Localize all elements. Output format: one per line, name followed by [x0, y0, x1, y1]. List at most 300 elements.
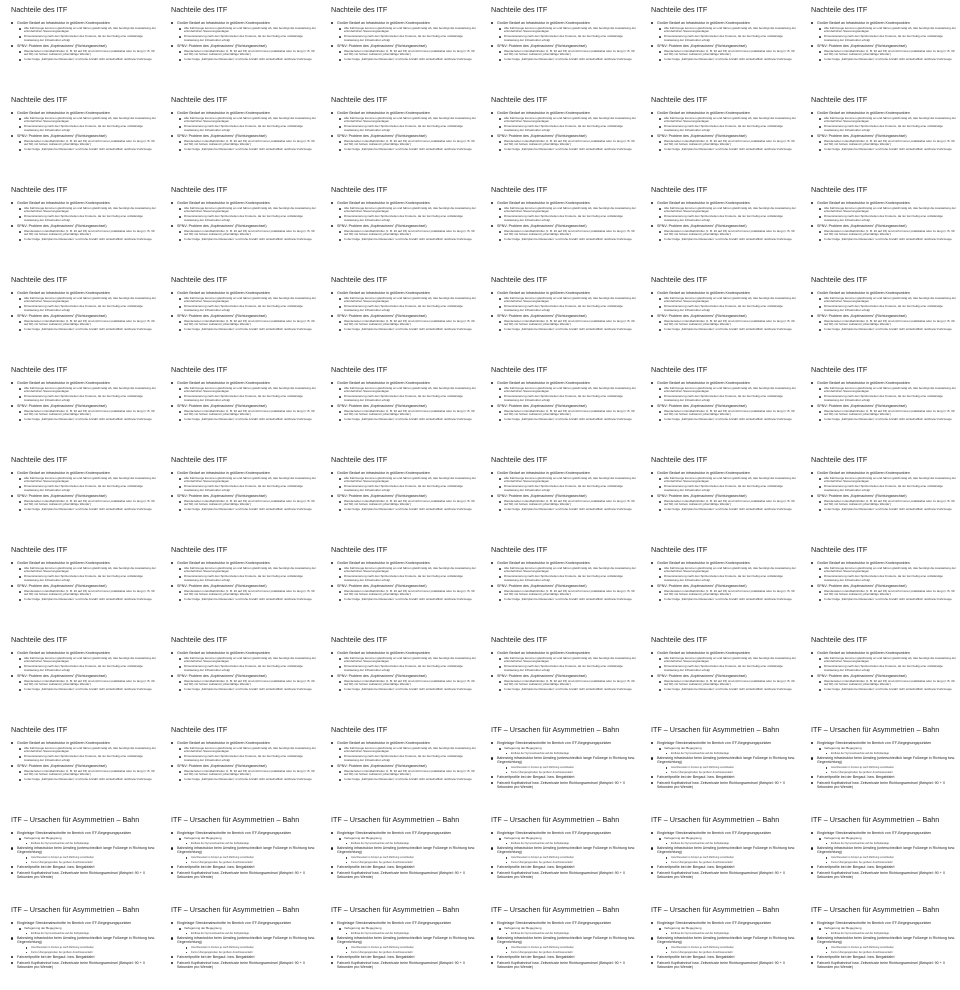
bullet-level-2: Wendezeiten in Endbahnhöfen (z. B. 30 auf 15) sind nicht immer praktikabel oder zu lang (z. B. 30 auf 60) mit hohem Aufwand („überzählige Wende“): [811, 410, 956, 417]
slide-thumbnail-nachteile[interactable]: [480, 270, 640, 360]
bullet-level-1: SPNV: Problem des „Kopfmachens“ (Richtungswechsel): [651, 584, 796, 588]
bullet-level-2: Alle Fahrzeuge kommen gleichzeitig an und fahren gleichzeitig ab, das benötigt die Ausstattung der erforderlichen Steuerungsanlagen: [331, 567, 476, 574]
slide-thumbnail-nachteile[interactable]: [800, 630, 960, 720]
bullet-level-2: Dimensionierung nach den Spitzenzeiten des Knotens, da nur kurzzeitig eine vollständige Auslastung der Infrastruktur erfolgt: [171, 125, 316, 132]
bullet-level-1: SPNV: Problem des „Kopfmachens“ (Richtungswechsel): [331, 674, 476, 678]
bullet-level-3: Anschlusszeit im Knoten je nach Richtung verschieden: [651, 766, 796, 769]
slide-title: Nachteile des ITF: [11, 5, 68, 14]
slide-body: [491, 201, 636, 243]
bullet-level-2: Alle Fahrzeuge kommen gleichzeitig an und fahren gleichzeitig ab, das benötigt die Ausstattung der erforderlichen Steuerungsanlagen: [651, 567, 796, 574]
bullet-level-2: Wendezeiten in Endbahnhöfen (z. B. 30 auf 15) sind nicht immer praktikabel oder zu lang (z. B. 30 auf 60) mit hohem Aufwand („überzählige Wende“): [811, 140, 956, 147]
bullet-level-2: Dimensionierung nach den Spitzenzeiten des Knotens, da nur kurzzeitig eine vollständige Auslastung der Infrastruktur erfolgt: [331, 35, 476, 42]
bullet-level-2: Dimensionierung nach den Spitzenzeiten des Knotens, da nur kurzzeitig eine vollständige Auslastung der Infrastruktur erfolgt: [11, 485, 156, 492]
bullet-level-2: Alle Fahrzeuge kommen gleichzeitig an und fahren gleichzeitig ab, das benötigt die Ausstattung der erforderlichen Steuerungsanlagen: [171, 567, 316, 574]
bullet-level-3: Kurze Übergangszeiten bei großem Anschlussverkehr: [811, 861, 956, 864]
bullet-level-1: Großer Bedarf an Infrastruktur in größeren Knotenpunkten: [491, 111, 636, 115]
slide-title: Nachteile des ITF: [331, 185, 388, 194]
bullet-level-3: Anschlusszeit im Knoten je nach Richtung verschieden: [811, 856, 956, 859]
bullet-level-2: Dimensionierung nach den Spitzenzeiten des Knotens, da nur kurzzeitig eine vollständige Auslastung der Infrastruktur erfolgt: [171, 215, 316, 222]
bullet-level-2: Alle Fahrzeuge kommen gleichzeitig an und fahren gleichzeitig ab, das benötigt die Ausstattung der erforderlichen Steuerungsanlagen: [491, 207, 636, 214]
slide-thumbnail-nachteile[interactable]: [640, 630, 800, 720]
slide-title: Nachteile des ITF: [171, 275, 228, 284]
slide-thumbnail-nachteile[interactable]: [800, 360, 960, 450]
slide-body: [651, 201, 796, 243]
bullet-level-3: Einfluss der Symmetrieachse auf die Fahrplanlage: [171, 842, 316, 845]
bullet-level-1: SPNV: Problem des „Kopfmachens“ (Richtungswechsel): [651, 314, 796, 318]
bullet-level-2: Dimensionierung nach den Spitzenzeiten des Knotens, da nur kurzzeitig eine vollständige Auslastung der Infrastruktur erfolgt: [651, 215, 796, 222]
slide-thumbnail-nachteile[interactable]: [800, 90, 960, 180]
slide-thumbnail-nachteile[interactable]: [480, 450, 640, 540]
slide-body: [491, 381, 636, 423]
slide-thumbnail-nachteile[interactable]: [800, 450, 960, 540]
bullet-level-2: Verlagerung der Begegnung: [491, 837, 636, 841]
bullet-level-1: Fahrzeit Kopfbahnhof bzw. Zeitverluste beim Richtungswechsel (Beispiel: 90 + X Sekunden pro Wende): [651, 871, 796, 879]
bullet-level-2: Dimensionierung nach den Spitzenzeiten des Knotens, da nur kurzzeitig eine vollständige Auslastung der Infrastruktur erfolgt: [11, 215, 156, 222]
bullet-level-1: SPNV: Problem des „Kopfmachens“ (Richtungswechsel): [811, 134, 956, 138]
bullet-level-2: Alle Fahrzeuge kommen gleichzeitig an und fahren gleichzeitig ab, das benötigt die Ausstattung der erforderlichen Steuerungsanlagen: [811, 477, 956, 484]
bullet-level-2: Alle Fahrzeuge kommen gleichzeitig an und fahren gleichzeitig ab, das benötigt die Ausstattung der erforderlichen Steuerungsanlagen: [651, 657, 796, 664]
slide-title: Nachteile des ITF: [811, 365, 868, 374]
bullet-level-1: Großer Bedarf an Infrastruktur in größeren Knotenpunkten: [651, 381, 796, 385]
bullet-level-2: Dimensionierung nach den Spitzenzeiten des Knotens, da nur kurzzeitig eine vollständige Auslastung der Infrastruktur erfolgt: [491, 125, 636, 132]
bullet-level-1: Großer Bedarf an Infrastruktur in größeren Knotenpunkten: [651, 471, 796, 475]
bullet-level-1: SPNV: Problem des „Kopfmachens“ (Richtungswechsel): [11, 134, 156, 138]
bullet-level-1: Bahnsteig infrastruktur beim Umstieg (unterschiedlich lange Fußwege in Richtung bzw. Gegenrichtung): [811, 756, 956, 764]
bullet-level-2: In der Folge „Fahrplan bei Reisenden“ und hohe Anzahl nicht wirtschaftlich nutzbarer Fahrzeuge: [491, 508, 636, 512]
bullet-level-2: Wendezeiten in Endbahnhöfen (z. B. 30 auf 15) sind nicht immer praktikabel oder zu lang (z. B. 30 auf 60) mit hohem Aufwand („überzählige Wende“): [811, 230, 956, 237]
bullet-level-2: Dimensionierung nach den Spitzenzeiten des Knotens, da nur kurzzeitig eine vollständige Auslastung der Infrastruktur erfolgt: [491, 395, 636, 402]
bullet-level-1: Großer Bedarf an Infrastruktur in größeren Knotenpunkten: [11, 741, 156, 745]
slide-thumbnail-nachteile[interactable]: [320, 180, 480, 270]
bullet-level-1: Fahrzeitprofile bei der Bergauf- bzw. Bergabfahrt: [491, 955, 636, 959]
bullet-level-1: Großer Bedarf an Infrastruktur in größeren Knotenpunkten: [491, 561, 636, 565]
bullet-level-2: Alle Fahrzeuge kommen gleichzeitig an und fahren gleichzeitig ab, das benötigt die Ausstattung der erforderlichen Steuerungsanlagen: [811, 117, 956, 124]
bullet-level-1: Großer Bedarf an Infrastruktur in größeren Knotenpunkten: [331, 21, 476, 25]
slide-thumbnail-nachteile[interactable]: [320, 450, 480, 540]
slide-thumbnail-ursachen[interactable]: [480, 900, 640, 990]
bullet-level-2: In der Folge „Fahrplan bei Reisenden“ und hohe Anzahl nicht wirtschaftlich nutzbarer Fahrzeuge: [811, 508, 956, 512]
bullet-level-2: Alle Fahrzeuge kommen gleichzeitig an und fahren gleichzeitig ab, das benötigt die Ausstattung der erforderlichen Steuerungsanlagen: [811, 297, 956, 304]
slide-thumbnail-nachteile[interactable]: [160, 270, 320, 360]
bullet-level-1: SPNV: Problem des „Kopfmachens“ (Richtungswechsel): [491, 494, 636, 498]
slide-thumbnail-ursachen[interactable]: [480, 810, 640, 900]
slide-body: [171, 21, 316, 63]
bullet-level-1: Bahnsteig infrastruktur beim Umstieg (unterschiedlich lange Fußwege in Richtung bzw. Gegenrichtung): [651, 756, 796, 764]
slide-thumbnail-nachteile[interactable]: [480, 540, 640, 630]
bullet-level-2: Dimensionierung nach den Spitzenzeiten des Knotens, da nur kurzzeitig eine vollständige Auslastung der Infrastruktur erfolgt: [331, 755, 476, 762]
slide-thumbnail-nachteile[interactable]: [800, 270, 960, 360]
bullet-level-1: Großer Bedarf an Infrastruktur in größeren Knotenpunkten: [171, 291, 316, 295]
bullet-level-2: Alle Fahrzeuge kommen gleichzeitig an und fahren gleichzeitig ab, das benötigt die Ausstattung der erforderlichen Steuerungsanlagen: [11, 657, 156, 664]
slide-body: [171, 651, 316, 693]
bullet-level-2: Alle Fahrzeuge kommen gleichzeitig an und fahren gleichzeitig ab, das benötigt die Ausstattung der erforderlichen Steuerungsanlagen: [171, 27, 316, 34]
bullet-level-3: Einfluss der Symmetrieachse auf die Fahrplanlage: [651, 932, 796, 935]
slide-thumbnail-nachteile[interactable]: [320, 0, 480, 90]
bullet-level-1: SPNV: Problem des „Kopfmachens“ (Richtungswechsel): [11, 584, 156, 588]
bullet-level-2: Wendezeiten in Endbahnhöfen (z. B. 30 auf 15) sind nicht immer praktikabel oder zu lang (z. B. 30 auf 60) mit hohem Aufwand („überzählige Wende“): [171, 770, 316, 777]
bullet-level-3: Kurze Übergangszeiten bei großem Anschlussverkehr: [11, 951, 156, 954]
slide-thumbnail-nachteile[interactable]: [0, 270, 160, 360]
slide-thumbnail-nachteile[interactable]: [800, 180, 960, 270]
bullet-level-1: SPNV: Problem des „Kopfmachens“ (Richtungswechsel): [171, 134, 316, 138]
bullet-level-3: Anschlusszeit im Knoten je nach Richtung verschieden: [811, 766, 956, 769]
bullet-level-2: Wendezeiten in Endbahnhöfen (z. B. 30 auf 15) sind nicht immer praktikabel oder zu lang (z. B. 30 auf 60) mit hohem Aufwand („überzählige Wende“): [331, 680, 476, 687]
slide-body: [811, 111, 956, 153]
bullet-level-2: In der Folge „Fahrplan bei Reisenden“ und hohe Anzahl nicht wirtschaftlich nutzbarer Fahrzeuge: [491, 598, 636, 602]
bullet-level-2: Dimensionierung nach den Spitzenzeiten des Knotens, da nur kurzzeitig eine vollständige Auslastung der Infrastruktur erfolgt: [651, 395, 796, 402]
bullet-level-1: Eingleisige Streckenabschnitte im Bereich von ITF-Begegnungspunkten: [811, 741, 956, 745]
bullet-level-3: Einfluss der Symmetrieachse auf die Fahrplanlage: [491, 842, 636, 845]
slide-title: ITF – Ursachen für Asymmetrien – Bahn: [491, 905, 620, 914]
bullet-level-2: Alle Fahrzeuge kommen gleichzeitig an und fahren gleichzeitig ab, das benötigt die Ausstattung der erforderlichen Steuerungsanlagen: [11, 477, 156, 484]
bullet-level-1: Großer Bedarf an Infrastruktur in größeren Knotenpunkten: [651, 111, 796, 115]
slide-thumbnail-nachteile[interactable]: [0, 0, 160, 90]
bullet-level-1: Fahrzeit Kopfbahnhof bzw. Zeitverluste beim Richtungswechsel (Beispiel: 90 + X Sekunden pro Wende): [811, 781, 956, 789]
bullet-level-2: Alle Fahrzeuge kommen gleichzeitig an und fahren gleichzeitig ab, das benötigt die Ausstattung der erforderlichen Steuerungsanlagen: [331, 117, 476, 124]
bullet-level-2: In der Folge „Fahrplan bei Reisenden“ und hohe Anzahl nicht wirtschaftlich nutzbarer Fahrzeuge: [171, 238, 316, 242]
slide-body: [11, 471, 156, 513]
bullet-level-2: Dimensionierung nach den Spitzenzeiten des Knotens, da nur kurzzeitig eine vollständige Auslastung der Infrastruktur erfolgt: [331, 395, 476, 402]
bullet-level-1: Großer Bedarf an Infrastruktur in größeren Knotenpunkten: [811, 291, 956, 295]
slide-body: [651, 471, 796, 513]
bullet-level-1: Fahrzeit Kopfbahnhof bzw. Zeitverluste beim Richtungswechsel (Beispiel: 90 + X Sekunden pro Wende): [171, 961, 316, 969]
bullet-level-1: Großer Bedarf an Infrastruktur in größeren Knotenpunkten: [171, 201, 316, 205]
bullet-level-3: Kurze Übergangszeiten bei großem Anschlussverkehr: [491, 771, 636, 774]
bullet-level-1: SPNV: Problem des „Kopfmachens“ (Richtungswechsel): [331, 404, 476, 408]
slide-thumbnail-nachteile[interactable]: [160, 180, 320, 270]
bullet-level-2: Wendezeiten in Endbahnhöfen (z. B. 30 auf 15) sind nicht immer praktikabel oder zu lang (z. B. 30 auf 60) mit hohem Aufwand („überzählige Wende“): [651, 50, 796, 57]
bullet-level-1: Fahrzeitprofile bei der Bergauf- bzw. Bergabfahrt: [651, 955, 796, 959]
bullet-level-1: SPNV: Problem des „Kopfmachens“ (Richtungswechsel): [331, 584, 476, 588]
slide-title: Nachteile des ITF: [171, 545, 228, 554]
bullet-level-2: Dimensionierung nach den Spitzenzeiten des Knotens, da nur kurzzeitig eine vollständige Auslastung der Infrastruktur erfolgt: [331, 215, 476, 222]
slide-thumbnail-ursachen[interactable]: [320, 810, 480, 900]
slide-title: ITF – Ursachen für Asymmetrien – Bahn: [811, 725, 940, 734]
bullet-level-2: In der Folge „Fahrplan bei Reisenden“ und hohe Anzahl nicht wirtschaftlich nutzbarer Fahrzeuge: [331, 778, 476, 782]
slide-thumbnail-nachteile[interactable]: [320, 720, 480, 810]
bullet-level-1: Großer Bedarf an Infrastruktur in größeren Knotenpunkten: [331, 201, 476, 205]
bullet-level-2: In der Folge „Fahrplan bei Reisenden“ und hohe Anzahl nicht wirtschaftlich nutzbarer Fahrzeuge: [811, 148, 956, 152]
slide-body: [651, 561, 796, 603]
bullet-level-1: Großer Bedarf an Infrastruktur in größeren Knotenpunkten: [171, 111, 316, 115]
bullet-level-2: Dimensionierung nach den Spitzenzeiten des Knotens, da nur kurzzeitig eine vollständige Auslastung der Infrastruktur erfolgt: [11, 35, 156, 42]
bullet-level-2: Alle Fahrzeuge kommen gleichzeitig an und fahren gleichzeitig ab, das benötigt die Ausstattung der erforderlichen Steuerungsanlagen: [651, 387, 796, 394]
slide-title: ITF – Ursachen für Asymmetrien – Bahn: [491, 815, 620, 824]
bullet-level-2: Dimensionierung nach den Spitzenzeiten des Knotens, da nur kurzzeitig eine vollständige Auslastung der Infrastruktur erfolgt: [171, 395, 316, 402]
slide-thumbnail-nachteile[interactable]: [0, 360, 160, 450]
bullet-level-2: Verlagerung der Begegnung: [171, 837, 316, 841]
slide-thumbnail-nachteile[interactable]: [640, 90, 800, 180]
bullet-level-2: Dimensionierung nach den Spitzenzeiten des Knotens, da nur kurzzeitig eine vollständige Auslastung der Infrastruktur erfolgt: [171, 665, 316, 672]
bullet-level-3: Anschlusszeit im Knoten je nach Richtung verschieden: [491, 856, 636, 859]
slide-thumbnail-ursachen[interactable]: [0, 900, 160, 990]
slide-thumbnail-nachteile[interactable]: [0, 450, 160, 540]
slide-thumbnail-ursachen[interactable]: [640, 810, 800, 900]
bullet-level-3: Kurze Übergangszeiten bei großem Anschlussverkehr: [651, 771, 796, 774]
slide-thumbnail-nachteile[interactable]: [0, 720, 160, 810]
bullet-level-2: Dimensionierung nach den Spitzenzeiten des Knotens, da nur kurzzeitig eine vollständige Auslastung der Infrastruktur erfolgt: [331, 485, 476, 492]
bullet-level-1: SPNV: Problem des „Kopfmachens“ (Richtungswechsel): [811, 584, 956, 588]
bullet-level-2: In der Folge „Fahrplan bei Reisenden“ und hohe Anzahl nicht wirtschaftlich nutzbarer Fahrzeuge: [11, 598, 156, 602]
bullet-level-1: Fahrzeit Kopfbahnhof bzw. Zeitverluste beim Richtungswechsel (Beispiel: 90 + X Sekunden pro Wende): [491, 781, 636, 789]
slide-thumbnail-nachteile[interactable]: [800, 0, 960, 90]
slide-title: Nachteile des ITF: [651, 545, 708, 554]
bullet-level-2: Alle Fahrzeuge kommen gleichzeitig an und fahren gleichzeitig ab, das benötigt die Ausstattung der erforderlichen Steuerungsanlagen: [331, 207, 476, 214]
bullet-level-3: Einfluss der Symmetrieachse auf die Fahrplanlage: [651, 842, 796, 845]
bullet-level-2: Alle Fahrzeuge kommen gleichzeitig an und fahren gleichzeitig ab, das benötigt die Ausstattung der erforderlichen Steuerungsanlagen: [811, 657, 956, 664]
bullet-level-1: SPNV: Problem des „Kopfmachens“ (Richtungswechsel): [811, 314, 956, 318]
bullet-level-3: Anschlusszeit im Knoten je nach Richtung verschieden: [331, 856, 476, 859]
slide-body: [171, 291, 316, 333]
bullet-level-1: Fahrzeitprofile bei der Bergauf- bzw. Bergabfahrt: [171, 955, 316, 959]
slide-body: [491, 561, 636, 603]
slide-thumbnail-ursachen[interactable]: [640, 720, 800, 810]
slide-title: Nachteile des ITF: [331, 95, 388, 104]
bullet-level-2: Dimensionierung nach den Spitzenzeiten des Knotens, da nur kurzzeitig eine vollständige Auslastung der Infrastruktur erfolgt: [811, 395, 956, 402]
slide-thumbnail-nachteile[interactable]: [640, 450, 800, 540]
bullet-level-2: Wendezeiten in Endbahnhöfen (z. B. 30 auf 15) sind nicht immer praktikabel oder zu lang (z. B. 30 auf 60) mit hohem Aufwand („überzählige Wende“): [11, 230, 156, 237]
bullet-level-1: SPNV: Problem des „Kopfmachens“ (Richtungswechsel): [651, 44, 796, 48]
bullet-level-1: SPNV: Problem des „Kopfmachens“ (Richtungswechsel): [491, 674, 636, 678]
slide-thumbnail-ursachen[interactable]: [800, 900, 960, 990]
slide-body: [331, 471, 476, 513]
bullet-level-2: In der Folge „Fahrplan bei Reisenden“ und hohe Anzahl nicht wirtschaftlich nutzbarer Fahrzeuge: [811, 328, 956, 332]
bullet-level-1: Großer Bedarf an Infrastruktur in größeren Knotenpunkten: [11, 471, 156, 475]
bullet-level-1: Eingleisige Streckenabschnitte im Bereich von ITF-Begegnungspunkten: [491, 831, 636, 835]
slide-title: Nachteile des ITF: [331, 545, 388, 554]
bullet-level-2: In der Folge „Fahrplan bei Reisenden“ und hohe Anzahl nicht wirtschaftlich nutzbarer Fahrzeuge: [491, 58, 636, 62]
bullet-level-2: Wendezeiten in Endbahnhöfen (z. B. 30 auf 15) sind nicht immer praktikabel oder zu lang (z. B. 30 auf 60) mit hohem Aufwand („überzählige Wende“): [811, 50, 956, 57]
bullet-level-2: In der Folge „Fahrplan bei Reisenden“ und hohe Anzahl nicht wirtschaftlich nutzbarer Fahrzeuge: [11, 688, 156, 692]
slide-body: [331, 831, 476, 881]
bullet-level-1: Großer Bedarf an Infrastruktur in größeren Knotenpunkten: [11, 381, 156, 385]
slide-title: Nachteile des ITF: [491, 365, 548, 374]
bullet-level-2: Dimensionierung nach den Spitzenzeiten des Knotens, da nur kurzzeitig eine vollständige Auslastung der Infrastruktur erfolgt: [171, 35, 316, 42]
slide-title: Nachteile des ITF: [171, 95, 228, 104]
bullet-level-3: Anschlusszeit im Knoten je nach Richtung verschieden: [651, 946, 796, 949]
slide-title: ITF – Ursachen für Asymmetrien – Bahn: [651, 905, 780, 914]
bullet-level-2: In der Folge „Fahrplan bei Reisenden“ und hohe Anzahl nicht wirtschaftlich nutzbarer Fahrzeuge: [491, 688, 636, 692]
bullet-level-2: Dimensionierung nach den Spitzenzeiten des Knotens, da nur kurzzeitig eine vollständige Auslastung der Infrastruktur erfolgt: [171, 305, 316, 312]
bullet-level-2: In der Folge „Fahrplan bei Reisenden“ und hohe Anzahl nicht wirtschaftlich nutzbarer Fahrzeuge: [331, 598, 476, 602]
bullet-level-1: Großer Bedarf an Infrastruktur in größeren Knotenpunkten: [331, 651, 476, 655]
bullet-level-2: Verlagerung der Begegnung: [651, 747, 796, 751]
slide-thumbnail-ursachen[interactable]: [800, 810, 960, 900]
bullet-level-1: Großer Bedarf an Infrastruktur in größeren Knotenpunkten: [171, 561, 316, 565]
slide-thumbnail-nachteile[interactable]: [800, 540, 960, 630]
slide-body: [491, 831, 636, 881]
slide-thumbnail-ursachen[interactable]: [800, 720, 960, 810]
slide-thumbnail-nachteile[interactable]: [320, 90, 480, 180]
bullet-level-2: Dimensionierung nach den Spitzenzeiten des Knotens, da nur kurzzeitig eine vollständige Auslastung der Infrastruktur erfolgt: [11, 575, 156, 582]
slide-thumbnail-nachteile[interactable]: [640, 360, 800, 450]
slide-body: [651, 381, 796, 423]
bullet-level-3: Kurze Übergangszeiten bei großem Anschlussverkehr: [491, 951, 636, 954]
slide-thumbnail-nachteile[interactable]: [160, 360, 320, 450]
slide-thumbnail-nachteile[interactable]: [640, 540, 800, 630]
bullet-level-2: In der Folge „Fahrplan bei Reisenden“ und hohe Anzahl nicht wirtschaftlich nutzbarer Fahrzeuge: [811, 688, 956, 692]
slide-thumbnail-nachteile[interactable]: [640, 270, 800, 360]
slide-thumbnail-ursachen[interactable]: [160, 810, 320, 900]
bullet-level-2: Verlagerung der Begegnung: [171, 927, 316, 931]
bullet-level-1: Fahrzeit Kopfbahnhof bzw. Zeitverluste beim Richtungswechsel (Beispiel: 90 + X Sekunden pro Wende): [171, 871, 316, 879]
slide-title: Nachteile des ITF: [491, 275, 548, 284]
slide-thumbnail-nachteile[interactable]: [0, 540, 160, 630]
slide-thumbnail-nachteile[interactable]: [320, 270, 480, 360]
bullet-level-2: Alle Fahrzeuge kommen gleichzeitig an und fahren gleichzeitig ab, das benötigt die Ausstattung der erforderlichen Steuerungsanlagen: [331, 387, 476, 394]
bullet-level-1: Fahrzeit Kopfbahnhof bzw. Zeitverluste beim Richtungswechsel (Beispiel: 90 + X Sekunden pro Wende): [491, 871, 636, 879]
slide-thumbnail-ursachen[interactable]: [0, 810, 160, 900]
slide-thumbnail-nachteile[interactable]: [0, 180, 160, 270]
bullet-level-3: Einfluss der Symmetrieachse auf die Fahrplanlage: [331, 932, 476, 935]
bullet-level-1: SPNV: Problem des „Kopfmachens“ (Richtungswechsel): [651, 674, 796, 678]
bullet-level-2: Wendezeiten in Endbahnhöfen (z. B. 30 auf 15) sind nicht immer praktikabel oder zu lang (z. B. 30 auf 60) mit hohem Aufwand („überzählige Wende“): [331, 500, 476, 507]
bullet-level-1: Großer Bedarf an Infrastruktur in größeren Knotenpunkten: [491, 381, 636, 385]
bullet-level-1: Großer Bedarf an Infrastruktur in größeren Knotenpunkten: [491, 21, 636, 25]
slide-thumbnail-nachteile[interactable]: [480, 180, 640, 270]
slide-title: Nachteile des ITF: [331, 455, 388, 464]
bullet-level-2: Alle Fahrzeuge kommen gleichzeitig an und fahren gleichzeitig ab, das benötigt die Ausstattung der erforderlichen Steuerungsanlagen: [11, 207, 156, 214]
bullet-level-2: Dimensionierung nach den Spitzenzeiten des Knotens, da nur kurzzeitig eine vollständige Auslastung der Infrastruktur erfolgt: [11, 665, 156, 672]
bullet-level-2: Dimensionierung nach den Spitzenzeiten des Knotens, da nur kurzzeitig eine vollständige Auslastung der Infrastruktur erfolgt: [491, 35, 636, 42]
bullet-level-1: Fahrzeitprofile bei der Bergauf- bzw. Bergabfahrt: [331, 955, 476, 959]
bullet-level-2: Wendezeiten in Endbahnhöfen (z. B. 30 auf 15) sind nicht immer praktikabel oder zu lang (z. B. 30 auf 60) mit hohem Aufwand („überzählige Wende“): [491, 590, 636, 597]
bullet-level-1: Fahrzeit Kopfbahnhof bzw. Zeitverluste beim Richtungswechsel (Beispiel: 90 + X Sekunden pro Wende): [811, 871, 956, 879]
bullet-level-2: In der Folge „Fahrplan bei Reisenden“ und hohe Anzahl nicht wirtschaftlich nutzbarer Fahrzeuge: [651, 58, 796, 62]
slide-thumbnail-nachteile[interactable]: [160, 720, 320, 810]
slide-thumbnail-nachteile[interactable]: [160, 90, 320, 180]
slide-title: Nachteile des ITF: [811, 545, 868, 554]
bullet-level-2: Alle Fahrzeuge kommen gleichzeitig an und fahren gleichzeitig ab, das benötigt die Ausstattung der erforderlichen Steuerungsanlagen: [11, 747, 156, 754]
slide-title: ITF – Ursachen für Asymmetrien – Bahn: [811, 905, 940, 914]
bullet-level-2: Dimensionierung nach den Spitzenzeiten des Knotens, da nur kurzzeitig eine vollständige Auslastung der Infrastruktur erfolgt: [811, 485, 956, 492]
bullet-level-2: In der Folge „Fahrplan bei Reisenden“ und hohe Anzahl nicht wirtschaftlich nutzbarer Fahrzeuge: [491, 148, 636, 152]
slide-thumbnail-nachteile[interactable]: [160, 0, 320, 90]
bullet-level-2: In der Folge „Fahrplan bei Reisenden“ und hohe Anzahl nicht wirtschaftlich nutzbarer Fahrzeuge: [11, 328, 156, 332]
bullet-level-2: In der Folge „Fahrplan bei Reisenden“ und hohe Anzahl nicht wirtschaftlich nutzbarer Fahrzeuge: [811, 58, 956, 62]
bullet-level-2: Wendezeiten in Endbahnhöfen (z. B. 30 auf 15) sind nicht immer praktikabel oder zu lang (z. B. 30 auf 60) mit hohem Aufwand („überzählige Wende“): [491, 410, 636, 417]
bullet-level-3: Einfluss der Symmetrieachse auf die Fahrplanlage: [171, 932, 316, 935]
bullet-level-1: Großer Bedarf an Infrastruktur in größeren Knotenpunkten: [11, 21, 156, 25]
bullet-level-1: Großer Bedarf an Infrastruktur in größeren Knotenpunkten: [811, 471, 956, 475]
bullet-level-1: SPNV: Problem des „Kopfmachens“ (Richtungswechsel): [491, 134, 636, 138]
bullet-level-2: Wendezeiten in Endbahnhöfen (z. B. 30 auf 15) sind nicht immer praktikabel oder zu lang (z. B. 30 auf 60) mit hohem Aufwand („überzählige Wende“): [491, 230, 636, 237]
bullet-level-1: Fahrzeit Kopfbahnhof bzw. Zeitverluste beim Richtungswechsel (Beispiel: 90 + X Sekunden pro Wende): [331, 961, 476, 969]
bullet-level-2: Wendezeiten in Endbahnhöfen (z. B. 30 auf 15) sind nicht immer praktikabel oder zu lang (z. B. 30 auf 60) mit hohem Aufwand („überzählige Wende“): [171, 320, 316, 327]
slide-thumbnail-nachteile[interactable]: [640, 0, 800, 90]
slide-body: [331, 561, 476, 603]
slide-title: Nachteile des ITF: [651, 95, 708, 104]
bullet-level-1: SPNV: Problem des „Kopfmachens“ (Richtungswechsel): [491, 224, 636, 228]
slide-body: [651, 651, 796, 693]
slide-thumbnail-nachteile[interactable]: [160, 540, 320, 630]
slide-thumbnail-nachteile[interactable]: [640, 180, 800, 270]
bullet-level-1: Fahrzeit Kopfbahnhof bzw. Zeitverluste beim Richtungswechsel (Beispiel: 90 + X Sekunden pro Wende): [11, 961, 156, 969]
bullet-level-3: Anschlusszeit im Knoten je nach Richtung verschieden: [651, 856, 796, 859]
bullet-level-2: Dimensionierung nach den Spitzenzeiten des Knotens, da nur kurzzeitig eine vollständige Auslastung der Infrastruktur erfolgt: [331, 665, 476, 672]
bullet-level-1: Eingleisige Streckenabschnitte im Bereich von ITF-Begegnungspunkten: [331, 921, 476, 925]
slide-thumbnail-ursachen[interactable]: [640, 900, 800, 990]
bullet-level-1: Großer Bedarf an Infrastruktur in größeren Knotenpunkten: [331, 471, 476, 475]
bullet-level-2: Dimensionierung nach den Spitzenzeiten des Knotens, da nur kurzzeitig eine vollständige Auslastung der Infrastruktur erfolgt: [811, 665, 956, 672]
slide-body: [491, 111, 636, 153]
slide-body: [331, 921, 476, 971]
slide-thumbnail-nachteile[interactable]: [160, 450, 320, 540]
slide-thumbnail-nachteile[interactable]: [320, 630, 480, 720]
slide-thumbnail-nachteile[interactable]: [0, 90, 160, 180]
bullet-level-1: Fahrzeitprofile bei der Bergauf- bzw. Bergabfahrt: [651, 865, 796, 869]
bullet-level-1: Bahnsteig infrastruktur beim Umstieg (unterschiedlich lange Fußwege in Richtung bzw. Gegenrichtung): [171, 846, 316, 854]
slide-title: ITF – Ursachen für Asymmetrien – Bahn: [11, 905, 140, 914]
slide-thumbnail-ursachen[interactable]: [320, 900, 480, 990]
bullet-level-3: Anschlusszeit im Knoten je nach Richtung verschieden: [331, 946, 476, 949]
slide-title: Nachteile des ITF: [491, 455, 548, 464]
slide-thumbnail-ursachen[interactable]: [480, 720, 640, 810]
bullet-level-3: Kurze Übergangszeiten bei großem Anschlussverkehr: [331, 951, 476, 954]
slide-thumbnail-nachteile[interactable]: [0, 630, 160, 720]
slide-body: [651, 831, 796, 881]
bullet-level-3: Anschlusszeit im Knoten je nach Richtung verschieden: [171, 856, 316, 859]
bullet-level-1: Großer Bedarf an Infrastruktur in größeren Knotenpunkten: [171, 741, 316, 745]
bullet-level-2: Dimensionierung nach den Spitzenzeiten des Knotens, da nur kurzzeitig eine vollständige Auslastung der Infrastruktur erfolgt: [171, 575, 316, 582]
slide-title: ITF – Ursachen für Asymmetrien – Bahn: [11, 815, 140, 824]
slide-thumbnail-nachteile[interactable]: [160, 630, 320, 720]
bullet-level-2: Dimensionierung nach den Spitzenzeiten des Knotens, da nur kurzzeitig eine vollständige Auslastung der Infrastruktur erfolgt: [651, 485, 796, 492]
bullet-level-2: Alle Fahrzeuge kommen gleichzeitig an und fahren gleichzeitig ab, das benötigt die Ausstattung der erforderlichen Steuerungsanlagen: [171, 657, 316, 664]
bullet-level-1: SPNV: Problem des „Kopfmachens“ (Richtungswechsel): [171, 674, 316, 678]
bullet-level-1: Großer Bedarf an Infrastruktur in größeren Knotenpunkten: [331, 561, 476, 565]
bullet-level-1: Fahrzeitprofile bei der Bergauf- bzw. Bergabfahrt: [171, 865, 316, 869]
bullet-level-3: Kurze Übergangszeiten bei großem Anschlussverkehr: [331, 861, 476, 864]
bullet-level-2: Wendezeiten in Endbahnhöfen (z. B. 30 auf 15) sind nicht immer praktikabel oder zu lang (z. B. 30 auf 60) mit hohem Aufwand („überzählige Wende“): [171, 50, 316, 57]
slide-thumbnail-nachteile[interactable]: [320, 360, 480, 450]
slide-thumbnail-nachteile[interactable]: [320, 540, 480, 630]
bullet-level-1: Fahrzeit Kopfbahnhof bzw. Zeitverluste beim Richtungswechsel (Beispiel: 90 + X Sekunden pro Wende): [11, 871, 156, 879]
slide-thumbnail-nachteile[interactable]: [480, 90, 640, 180]
bullet-level-1: Großer Bedarf an Infrastruktur in größeren Knotenpunkten: [651, 21, 796, 25]
slide-thumbnail-nachteile[interactable]: [480, 630, 640, 720]
bullet-level-3: Einfluss der Symmetrieachse auf die Fahrplanlage: [811, 752, 956, 755]
bullet-level-3: Einfluss der Symmetrieachse auf die Fahrplanlage: [811, 842, 956, 845]
slide-title: Nachteile des ITF: [11, 275, 68, 284]
slide-title: Nachteile des ITF: [11, 95, 68, 104]
bullet-level-3: Anschlusszeit im Knoten je nach Richtung verschieden: [491, 766, 636, 769]
bullet-level-3: Kurze Übergangszeiten bei großem Anschlussverkehr: [171, 951, 316, 954]
bullet-level-2: Alle Fahrzeuge kommen gleichzeitig an und fahren gleichzeitig ab, das benötigt die Ausstattung der erforderlichen Steuerungsanlagen: [331, 297, 476, 304]
slide-thumbnail-ursachen[interactable]: [160, 900, 320, 990]
bullet-level-2: Alle Fahrzeuge kommen gleichzeitig an und fahren gleichzeitig ab, das benötigt die Ausstattung der erforderlichen Steuerungsanlagen: [331, 657, 476, 664]
bullet-level-1: Fahrzeit Kopfbahnhof bzw. Zeitverluste beim Richtungswechsel (Beispiel: 90 + X Sekunden pro Wende): [331, 871, 476, 879]
slide-thumbnail-nachteile[interactable]: [480, 0, 640, 90]
bullet-level-2: Wendezeiten in Endbahnhöfen (z. B. 30 auf 15) sind nicht immer praktikabel oder zu lang (z. B. 30 auf 60) mit hohem Aufwand („überzählige Wende“): [491, 140, 636, 147]
bullet-level-2: In der Folge „Fahrplan bei Reisenden“ und hohe Anzahl nicht wirtschaftlich nutzbarer Fahrzeuge: [491, 418, 636, 422]
bullet-level-3: Kurze Übergangszeiten bei großem Anschlussverkehr: [491, 861, 636, 864]
bullet-level-2: Alle Fahrzeuge kommen gleichzeitig an und fahren gleichzeitig ab, das benötigt die Ausstattung der erforderlichen Steuerungsanlagen: [811, 207, 956, 214]
bullet-level-2: In der Folge „Fahrplan bei Reisenden“ und hohe Anzahl nicht wirtschaftlich nutzbarer Fahrzeuge: [331, 58, 476, 62]
bullet-level-1: SPNV: Problem des „Kopfmachens“ (Richtungswechsel): [11, 674, 156, 678]
bullet-level-3: Anschlusszeit im Knoten je nach Richtung verschieden: [491, 946, 636, 949]
bullet-level-2: Alle Fahrzeuge kommen gleichzeitig an und fahren gleichzeitig ab, das benötigt die Ausstattung der erforderlichen Steuerungsanlagen: [811, 387, 956, 394]
bullet-level-2: Alle Fahrzeuge kommen gleichzeitig an und fahren gleichzeitig ab, das benötigt die Ausstattung der erforderlichen Steuerungsanlagen: [651, 477, 796, 484]
bullet-level-2: Alle Fahrzeuge kommen gleichzeitig an und fahren gleichzeitig ab, das benötigt die Ausstattung der erforderlichen Steuerungsanlagen: [811, 27, 956, 34]
bullet-level-2: Wendezeiten in Endbahnhöfen (z. B. 30 auf 15) sind nicht immer praktikabel oder zu lang (z. B. 30 auf 60) mit hohem Aufwand („überzählige Wende“): [11, 320, 156, 327]
bullet-level-1: Fahrzeitprofile bei der Bergauf- bzw. Bergabfahrt: [11, 955, 156, 959]
bullet-level-1: SPNV: Problem des „Kopfmachens“ (Richtungswechsel): [171, 224, 316, 228]
bullet-level-3: Einfluss der Symmetrieachse auf die Fahrplanlage: [11, 842, 156, 845]
slide-thumbnail-nachteile[interactable]: [480, 360, 640, 450]
slide-body: [811, 291, 956, 333]
bullet-level-2: Wendezeiten in Endbahnhöfen (z. B. 30 auf 15) sind nicht immer praktikabel oder zu lang (z. B. 30 auf 60) mit hohem Aufwand („überzählige Wende“): [11, 680, 156, 687]
